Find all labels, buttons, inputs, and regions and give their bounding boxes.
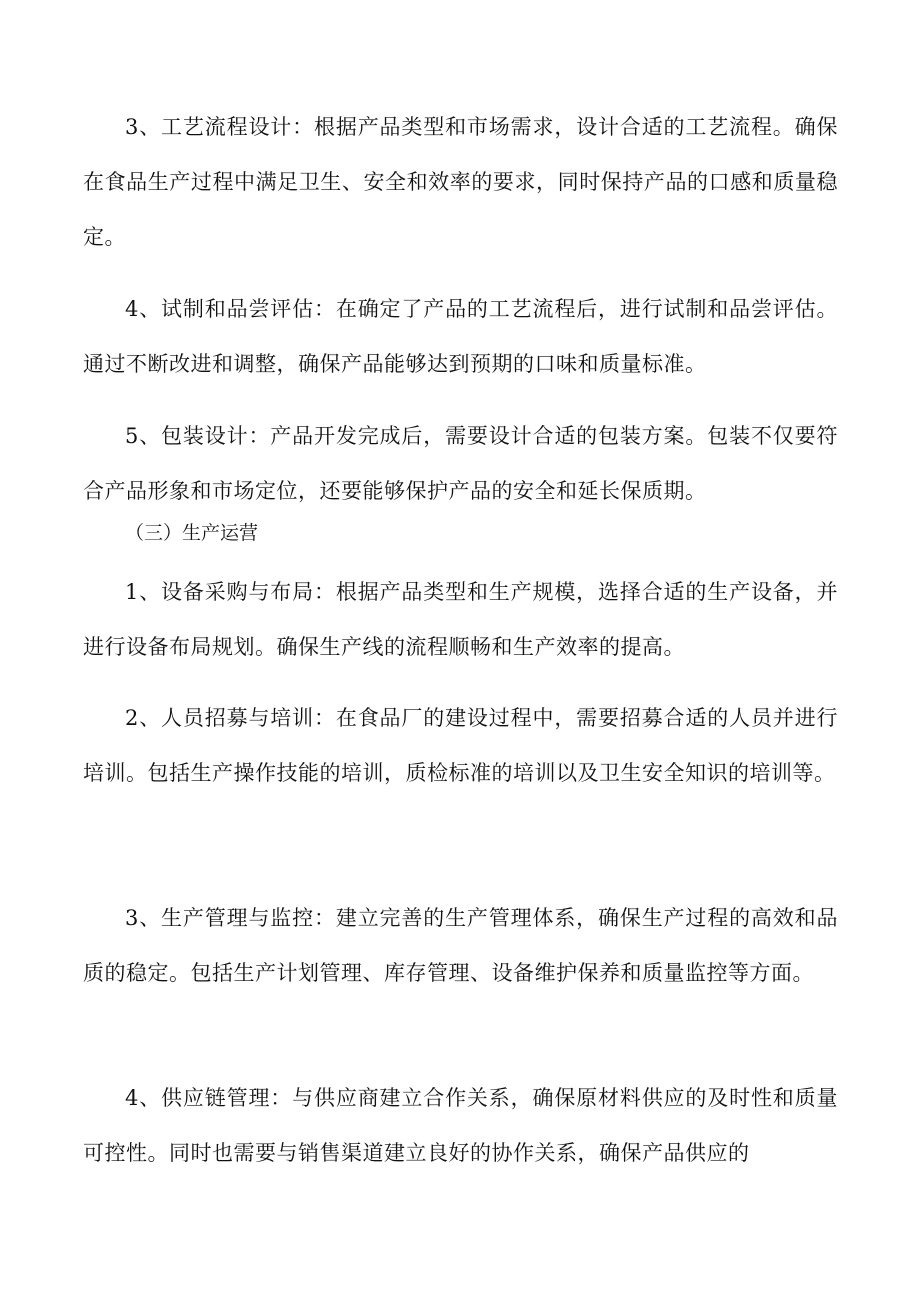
- paragraph-trial-tasting: 4、试制和品尝评估：在确定了产品的工艺流程后，进行试制和品尝评估。通过不断改进和调整，确保产品能够达到预期的口味和质量标准。: [83, 297, 838, 376]
- paragraph-packaging-design: 5、包装设计：产品开发完成后，需要设计合适的包装方案。包装不仅要符合产品形象和市场定位，还要能够保护产品的安全和延长保质期。: [83, 424, 838, 503]
- section-heading: （三）生产运营: [125, 522, 259, 544]
- paragraph-process-design: 3、工艺流程设计：根据产品类型和市场需求，设计合适的工艺流程。确保在食品生产过程中满足卫生、安全和效率的要求，同时保持产品的口感和质量稳定。: [83, 115, 838, 249]
- paragraph-staff-recruitment: 2、人员招募与培训：在食品厂的建设过程中，需要招募合适的人员并进行培训。包括生产操作技能的培训，质检标准的培训以及卫生安全知识的培训等。: [83, 706, 838, 785]
- paragraph-supply-chain: 4、供应链管理：与供应商建立合作关系，确保原材料供应的及时性和质量可控性。同时也需要与销售渠道建立良好的协作关系，确保产品供应的: [83, 1086, 838, 1165]
- paragraph-production-management: 3、生产管理与监控：建立完善的生产管理体系，确保生产过程的高效和品质的稳定。包括生产计划管理、库存管理、设备维护保养和质量监控等方面。: [83, 906, 838, 985]
- paragraph-equipment-procurement: 1、设备采购与布局：根据产品类型和生产规模，选择合适的生产设备，并进行设备布局规划。确保生产线的流程顺畅和生产效率的提高。: [83, 580, 838, 659]
